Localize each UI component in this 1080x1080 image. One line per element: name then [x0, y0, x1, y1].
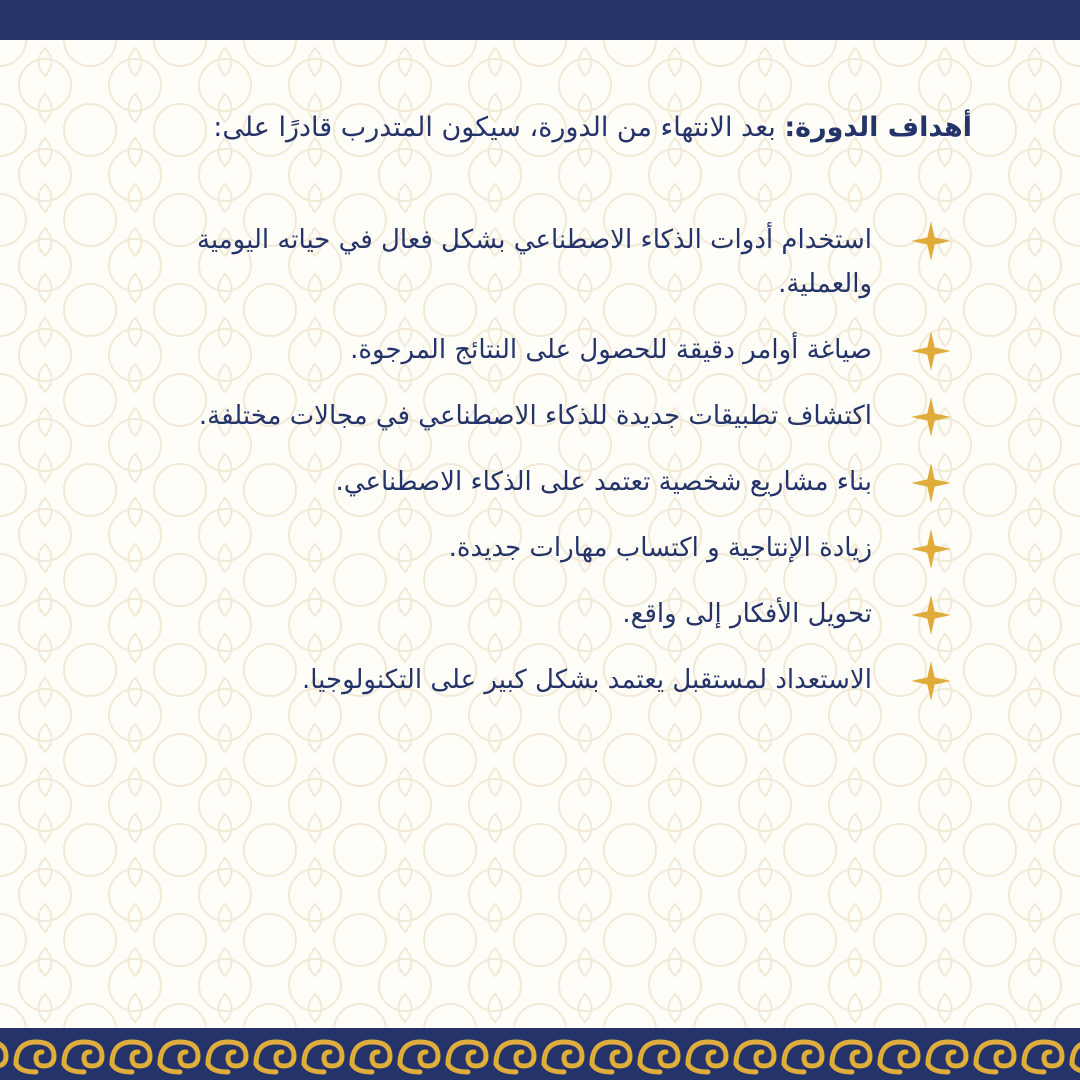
- goal-text: صياغة أوامر دقيقة للحصول على النتائج المرجوة.: [350, 335, 872, 365]
- four-point-star-icon: [910, 594, 952, 636]
- list-item: [32, 658, 952, 702]
- list-item: [32, 394, 952, 438]
- goals-list: [32, 218, 952, 724]
- four-point-star-icon: [910, 462, 952, 504]
- goal-text: استخدام أدوات الذكاء الاصطناعي بشكل فعال في حياته اليومية والعملية.: [196, 225, 872, 299]
- goal-text: الاستعداد لمستقبل يعتمد بشكل كبير على التكنولوجيا.: [301, 665, 872, 695]
- goal-text: تحويل الأفكار إلى واقع.: [622, 599, 872, 629]
- four-point-star-icon: [910, 528, 952, 570]
- wave-pattern-icon: [0, 1028, 1080, 1080]
- intro-text: بعد الانتهاء من الدورة، سيكون المتدرب قادرًا على:: [213, 112, 785, 143]
- goal-text: بناء مشاريع شخصية تعتمد على الذكاء الاصطناعي.: [335, 467, 872, 497]
- intro-line: [112, 106, 972, 150]
- goal-text: زيادة الإنتاجية و اكتساب مهارات جديدة.: [448, 533, 872, 563]
- list-item: [32, 218, 952, 306]
- top-bar: [0, 0, 1080, 40]
- list-item: [32, 328, 952, 372]
- list-item: [32, 592, 952, 636]
- list-item: [32, 526, 952, 570]
- intro-label: أهداف الدورة:: [784, 112, 972, 143]
- four-point-star-icon: [910, 330, 952, 372]
- four-point-star-icon: [910, 396, 952, 438]
- four-point-star-icon: [910, 220, 952, 262]
- list-item: [32, 460, 952, 504]
- goal-text: اكتشاف تطبيقات جديدة للذكاء الاصطناعي في مجالات مختلفة.: [198, 401, 872, 431]
- decorative-footer-band: [0, 1028, 1080, 1080]
- four-point-star-icon: [910, 660, 952, 702]
